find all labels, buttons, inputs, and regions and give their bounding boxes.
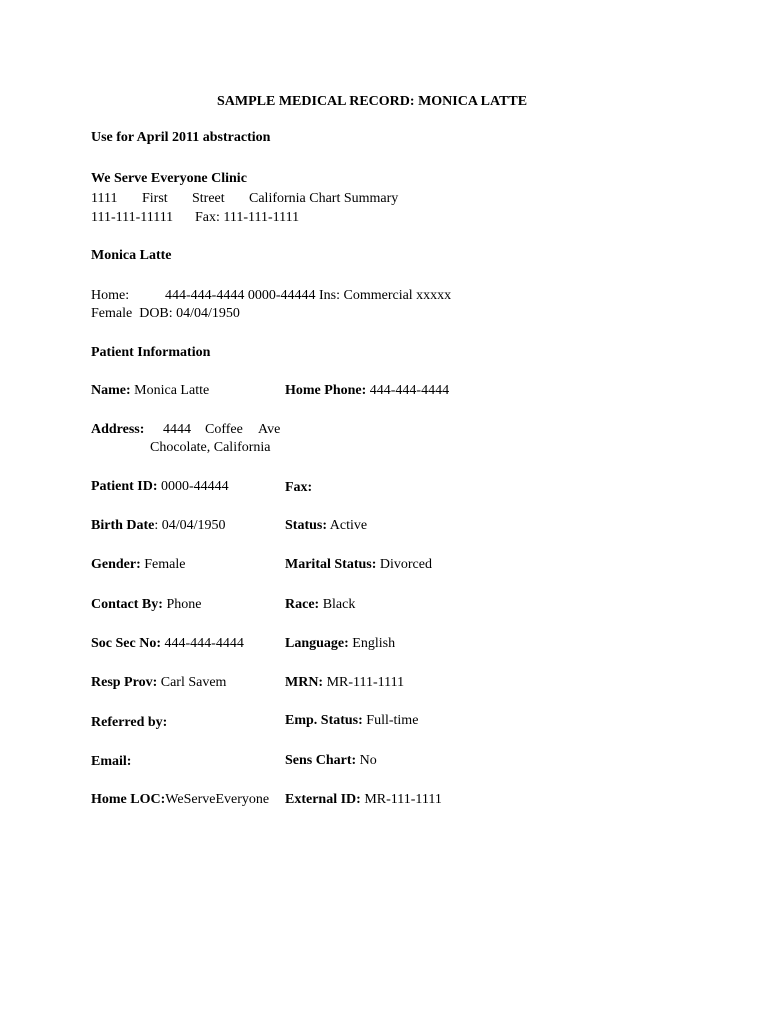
patient-header-gender-dob: Female DOB: 04/04/1950 [91,306,240,321]
field-status [285,517,367,535]
field-label: MRN: [285,675,324,690]
field-value: 444-444-4444 [366,383,450,398]
clinic-name: We Serve Everyone Clinic [91,171,247,186]
field-value: Phone [162,597,202,612]
field-label: Home Phone: [285,383,367,398]
field-label: Fax: [285,480,313,495]
field-value: Active [327,518,368,533]
field-contact-by [91,596,201,614]
clinic-chart-summary: California Chart Summary [249,191,399,206]
field-referred-by [91,714,167,732]
field-sens-chart [285,752,377,770]
section-title: Patient Information [91,345,211,360]
field-home-loc [91,791,269,809]
field-label: Home LOC: [91,792,166,807]
field-value: MR-111-1111 [323,675,405,690]
field-label: Marital Status: [285,557,377,572]
clinic-address-street2: Street [192,191,225,206]
field-label: External ID: [285,792,361,807]
clinic-address-number: 1111 [91,191,118,206]
clinic-address-street1: First [142,191,168,206]
field-label: Email: [91,754,132,769]
field-label: Sens Chart: [285,753,357,768]
field-home-phone [285,382,449,400]
field-fax [285,479,312,497]
field-name [91,382,209,400]
field-race [285,596,355,614]
document-subtitle: Use for April 2011 abstraction [91,130,271,145]
field-email [91,753,131,771]
field-value: English [348,636,396,651]
field-label: Referred by: [91,715,168,730]
field-label: Soc Sec No: [91,636,161,651]
field-address-number: 4444 [163,422,191,437]
field-value: MR-111-1111 [360,792,442,807]
field-value: Carl Savem [157,675,227,690]
document-title: SAMPLE MEDICAL RECORD: MONICA LATTE [217,94,528,109]
field-address-label: Address: [91,422,145,437]
field-value: 444-444-4444 [161,636,244,651]
field-mrn [285,674,404,692]
field-label: Emp. Status: [285,713,363,728]
field-value: 0000-44444 [157,479,229,494]
patient-header-name: Monica Latte [91,248,172,263]
field-label: Name: [91,383,131,398]
field-value: Full-time [362,713,419,728]
field-value: Divorced [376,557,432,572]
field-address-street: Coffee [205,422,243,437]
field-ssn [91,635,244,653]
field-language [285,635,395,653]
field-address-city: Chocolate, California [150,440,271,455]
clinic-fax: Fax: 111-111-1111 [195,210,300,225]
field-label: Resp Prov: [91,675,158,690]
field-label: Gender: [91,557,141,572]
field-label: Birth Date [91,518,155,533]
field-external-id [285,791,442,809]
field-label: Language: [285,636,349,651]
field-birth-date [91,517,226,535]
field-label: Contact By: [91,597,163,612]
patient-header-home-line: 444-444-4444 0000-44444 Ins: Commercial xxxxx [165,288,452,303]
clinic-phone: 111-111-11111 [91,210,174,225]
field-resp-prov [91,674,226,692]
field-gender [91,556,185,574]
field-value: No [356,753,377,768]
field-address-suffix: Ave [258,422,281,437]
field-value: : 04/04/1950 [154,518,226,533]
field-value: Black [319,597,356,612]
field-value: Monica Latte [130,383,210,398]
field-value: WeServeEveryone [165,792,270,807]
field-label: Patient ID: [91,479,158,494]
field-emp-status [285,712,418,730]
field-patient-id [91,478,229,496]
field-label: Status: [285,518,328,533]
field-value: Female [140,557,186,572]
patient-header-home-label: Home: [91,288,130,303]
field-label: Race: [285,597,320,612]
field-marital-status [285,556,432,574]
